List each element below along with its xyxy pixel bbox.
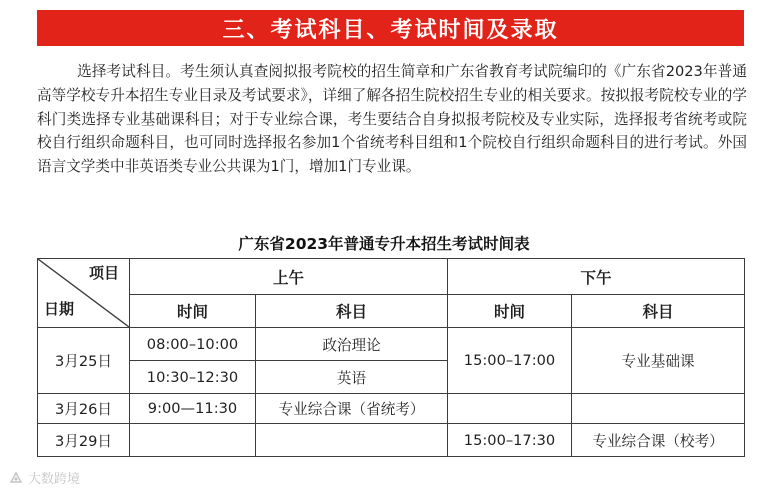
body-paragraph	[37, 60, 747, 179]
header-pm-subject: 科目	[572, 295, 745, 328]
pm-time-cell-empty	[448, 394, 572, 424]
am-subject-cell: 专业综合课（省统考）	[256, 394, 448, 424]
header-row-periods	[38, 259, 745, 295]
exam-schedule-table	[37, 258, 745, 457]
am-time-cell: 10:30–12:30	[130, 361, 256, 394]
pm-subject-cell: 专业基础课	[572, 328, 745, 394]
table-row	[38, 328, 745, 361]
header-am-time: 时间	[130, 295, 256, 328]
am-subject-cell-empty	[256, 424, 448, 457]
am-time-cell: 08:00–10:00	[130, 328, 256, 361]
pm-time-cell: 15:00–17:00	[448, 328, 572, 394]
brand-logo-icon	[8, 470, 24, 486]
watermark	[8, 468, 80, 487]
am-time-cell: 9:00—11:30	[130, 394, 256, 424]
table-row	[38, 394, 745, 424]
corner-label-date: 日期	[44, 300, 75, 318]
date-cell: 3月25日	[38, 328, 130, 394]
corner-label-item: 项目	[88, 264, 119, 282]
corner-cell	[38, 259, 130, 328]
header-pm-time: 时间	[448, 295, 572, 328]
pm-time-cell: 15:00–17:30	[448, 424, 572, 457]
section-banner	[37, 10, 744, 46]
am-subject-cell: 英语	[256, 361, 448, 394]
header-afternoon: 下午	[448, 259, 745, 295]
date-cell: 3月26日	[38, 394, 130, 424]
pm-subject-cell-empty	[572, 394, 745, 424]
date-cell: 3月29日	[38, 424, 130, 457]
paragraph-text: 选择考试科目。考生须认真查阅拟报考院校的招生简章和广东省教育考试院编印的《广东省2023年普通高等学校专升本招生专业目录及考试要求》，详细了解各招生院校招生专业的相关要求。按拟报考院校专业的学科门类选择专业基础课科目；对于专业综合课，考生要结合自身拟报考院校及专业实际，选择报考省统考或院校自行组织命题科目，也可同时选择报名参加1个省统考科目组和1个院校自行组织命题科目的进行考试。外国语言文学类中非英语类专业公共课为1门，增加1门专业课。	[37, 63, 747, 176]
table-title: 广东省2023年普通专升本招生考试时间表	[238, 235, 530, 253]
header-morning: 上午	[130, 259, 448, 295]
am-subject-cell: 政治理论	[256, 328, 448, 361]
am-time-cell-empty	[130, 424, 256, 457]
header-am-subject: 科目	[256, 295, 448, 328]
header-row-columns	[38, 295, 745, 328]
pm-subject-cell: 专业综合课（校考）	[572, 424, 745, 457]
section-title: 三、考试科目、考试时间及录取	[222, 17, 559, 43]
table-row	[38, 424, 745, 457]
watermark-text: 大数跨境	[28, 472, 81, 487]
